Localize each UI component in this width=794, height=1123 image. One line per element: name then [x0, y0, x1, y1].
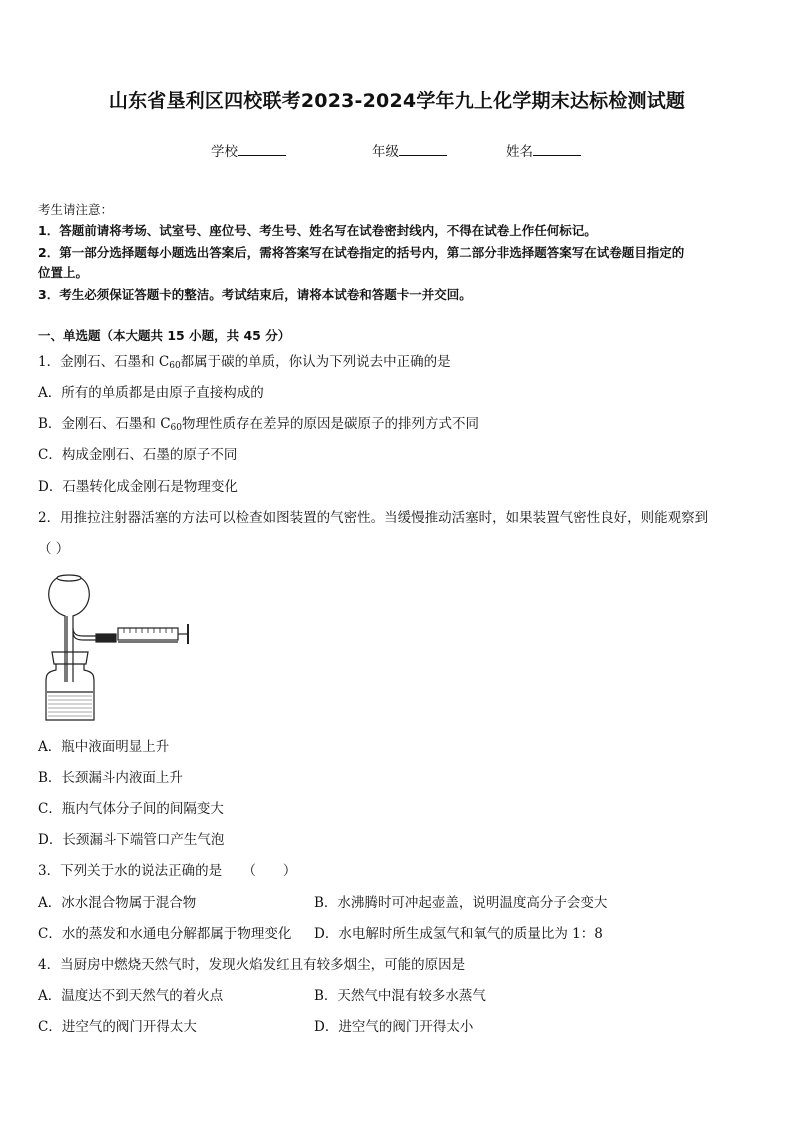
- name-label: 姓名: [506, 144, 533, 160]
- q1-option-b-text-cont: 物理性质存在差异的原因是碳原子的排列方式不同: [182, 416, 479, 432]
- q2-stem: 2．用推拉注射器活塞的方法可以检查如图装置的气密性。当缓慢推动活塞时，如果装置气密性良好，则能观察到: [38, 510, 709, 526]
- grade-label: 年级: [372, 144, 399, 160]
- q4-stem: 4．当厨房中燃烧天然气时，发现火焰发红且有较多烟尘，可能的原因是: [38, 957, 466, 973]
- school-blank[interactable]: [238, 141, 286, 156]
- q1-stem-text-cont: 都属于碳的单质，你认为下列说去中正确的是: [180, 354, 451, 370]
- name-blank[interactable]: [533, 141, 581, 156]
- q2-option-a[interactable]: A．瓶中液面明显上升: [38, 739, 170, 755]
- notice-item-3: 3．考生必须保证答题卡的整洁。考试结束后，请将本试卷和答题卡一并交回。: [38, 287, 472, 302]
- q3-option-b[interactable]: B．水沸腾时可冲起壶盖，说明温度高分子会变大: [314, 895, 608, 911]
- q2-option-d[interactable]: D．长颈漏斗下端管口产生气泡: [38, 832, 225, 848]
- q1-option-a[interactable]: A．所有的单质都是由原子直接构成的: [38, 385, 264, 401]
- q1-option-b-subscript: 60: [170, 423, 182, 433]
- grade-blank[interactable]: [399, 141, 447, 156]
- q2-option-b[interactable]: B．长颈漏斗内液面上升: [38, 770, 183, 786]
- section-heading: 一、单选题（本大题共 15 小题，共 45 分）: [38, 328, 291, 343]
- q3-option-d[interactable]: D．水电解时所生成氢气和氧气的质量比为 1：8: [314, 926, 603, 942]
- q1-subscript: 60: [169, 361, 181, 371]
- school-label: 学校: [211, 144, 238, 160]
- q4-option-a[interactable]: A．温度达不到天然气的着火点: [38, 988, 224, 1004]
- q3-option-a[interactable]: A．冰水混合物属于混合物: [38, 895, 197, 911]
- q4-option-b[interactable]: B．天然气中混有较多水蒸气: [314, 988, 486, 1004]
- notice-item-2: 2．第一部分选择题每小题选出答案后，需将答案写在试卷指定的括号内，第二部分非选择题答案写在试卷题目指定的: [38, 245, 685, 260]
- name-field: [506, 140, 581, 160]
- q1-option-b[interactable]: [38, 414, 479, 438]
- notice-item-2-cont: 位置上。: [38, 265, 89, 280]
- grade-field: [372, 140, 447, 160]
- q1-option-d[interactable]: D．石墨转化成金刚石是物理变化: [38, 479, 238, 495]
- q3-option-c[interactable]: C．水的蒸发和水通电分解都属于物理变化: [38, 926, 292, 942]
- q2-paren: （ ）: [38, 541, 70, 557]
- q1-stem: [38, 352, 451, 376]
- q2-option-c[interactable]: C．瓶内气体分子间的间隔变大: [38, 801, 224, 817]
- notice-heading: 考生请注意：: [38, 202, 114, 217]
- school-field: [211, 140, 286, 160]
- q1-option-c[interactable]: C．构成金刚石、石墨的原子不同: [38, 447, 238, 463]
- q1-option-b-text: B．金刚石、石墨和 C: [38, 416, 171, 432]
- apparatus-figure: [38, 572, 198, 722]
- q1-stem-text: 1．金刚石、石墨和 C: [38, 354, 170, 370]
- q4-option-d[interactable]: D．进空气的阀门开得太小: [314, 1019, 474, 1035]
- q4-option-c[interactable]: C．进空气的阀门开得太大: [38, 1019, 197, 1035]
- syringe-bottle-diagram: [38, 572, 198, 722]
- notice-item-1: 1．答题前请将考场、试室号、座位号、考生号、姓名写在试卷密封线内，不得在试卷上作任何标记。: [38, 223, 597, 238]
- q3-stem: 3．下列关于水的说法正确的是 （ ）: [38, 863, 297, 879]
- page-title: 山东省垦利区四校联考2023-2024学年九上化学期末达标检测试题: [108, 90, 686, 112]
